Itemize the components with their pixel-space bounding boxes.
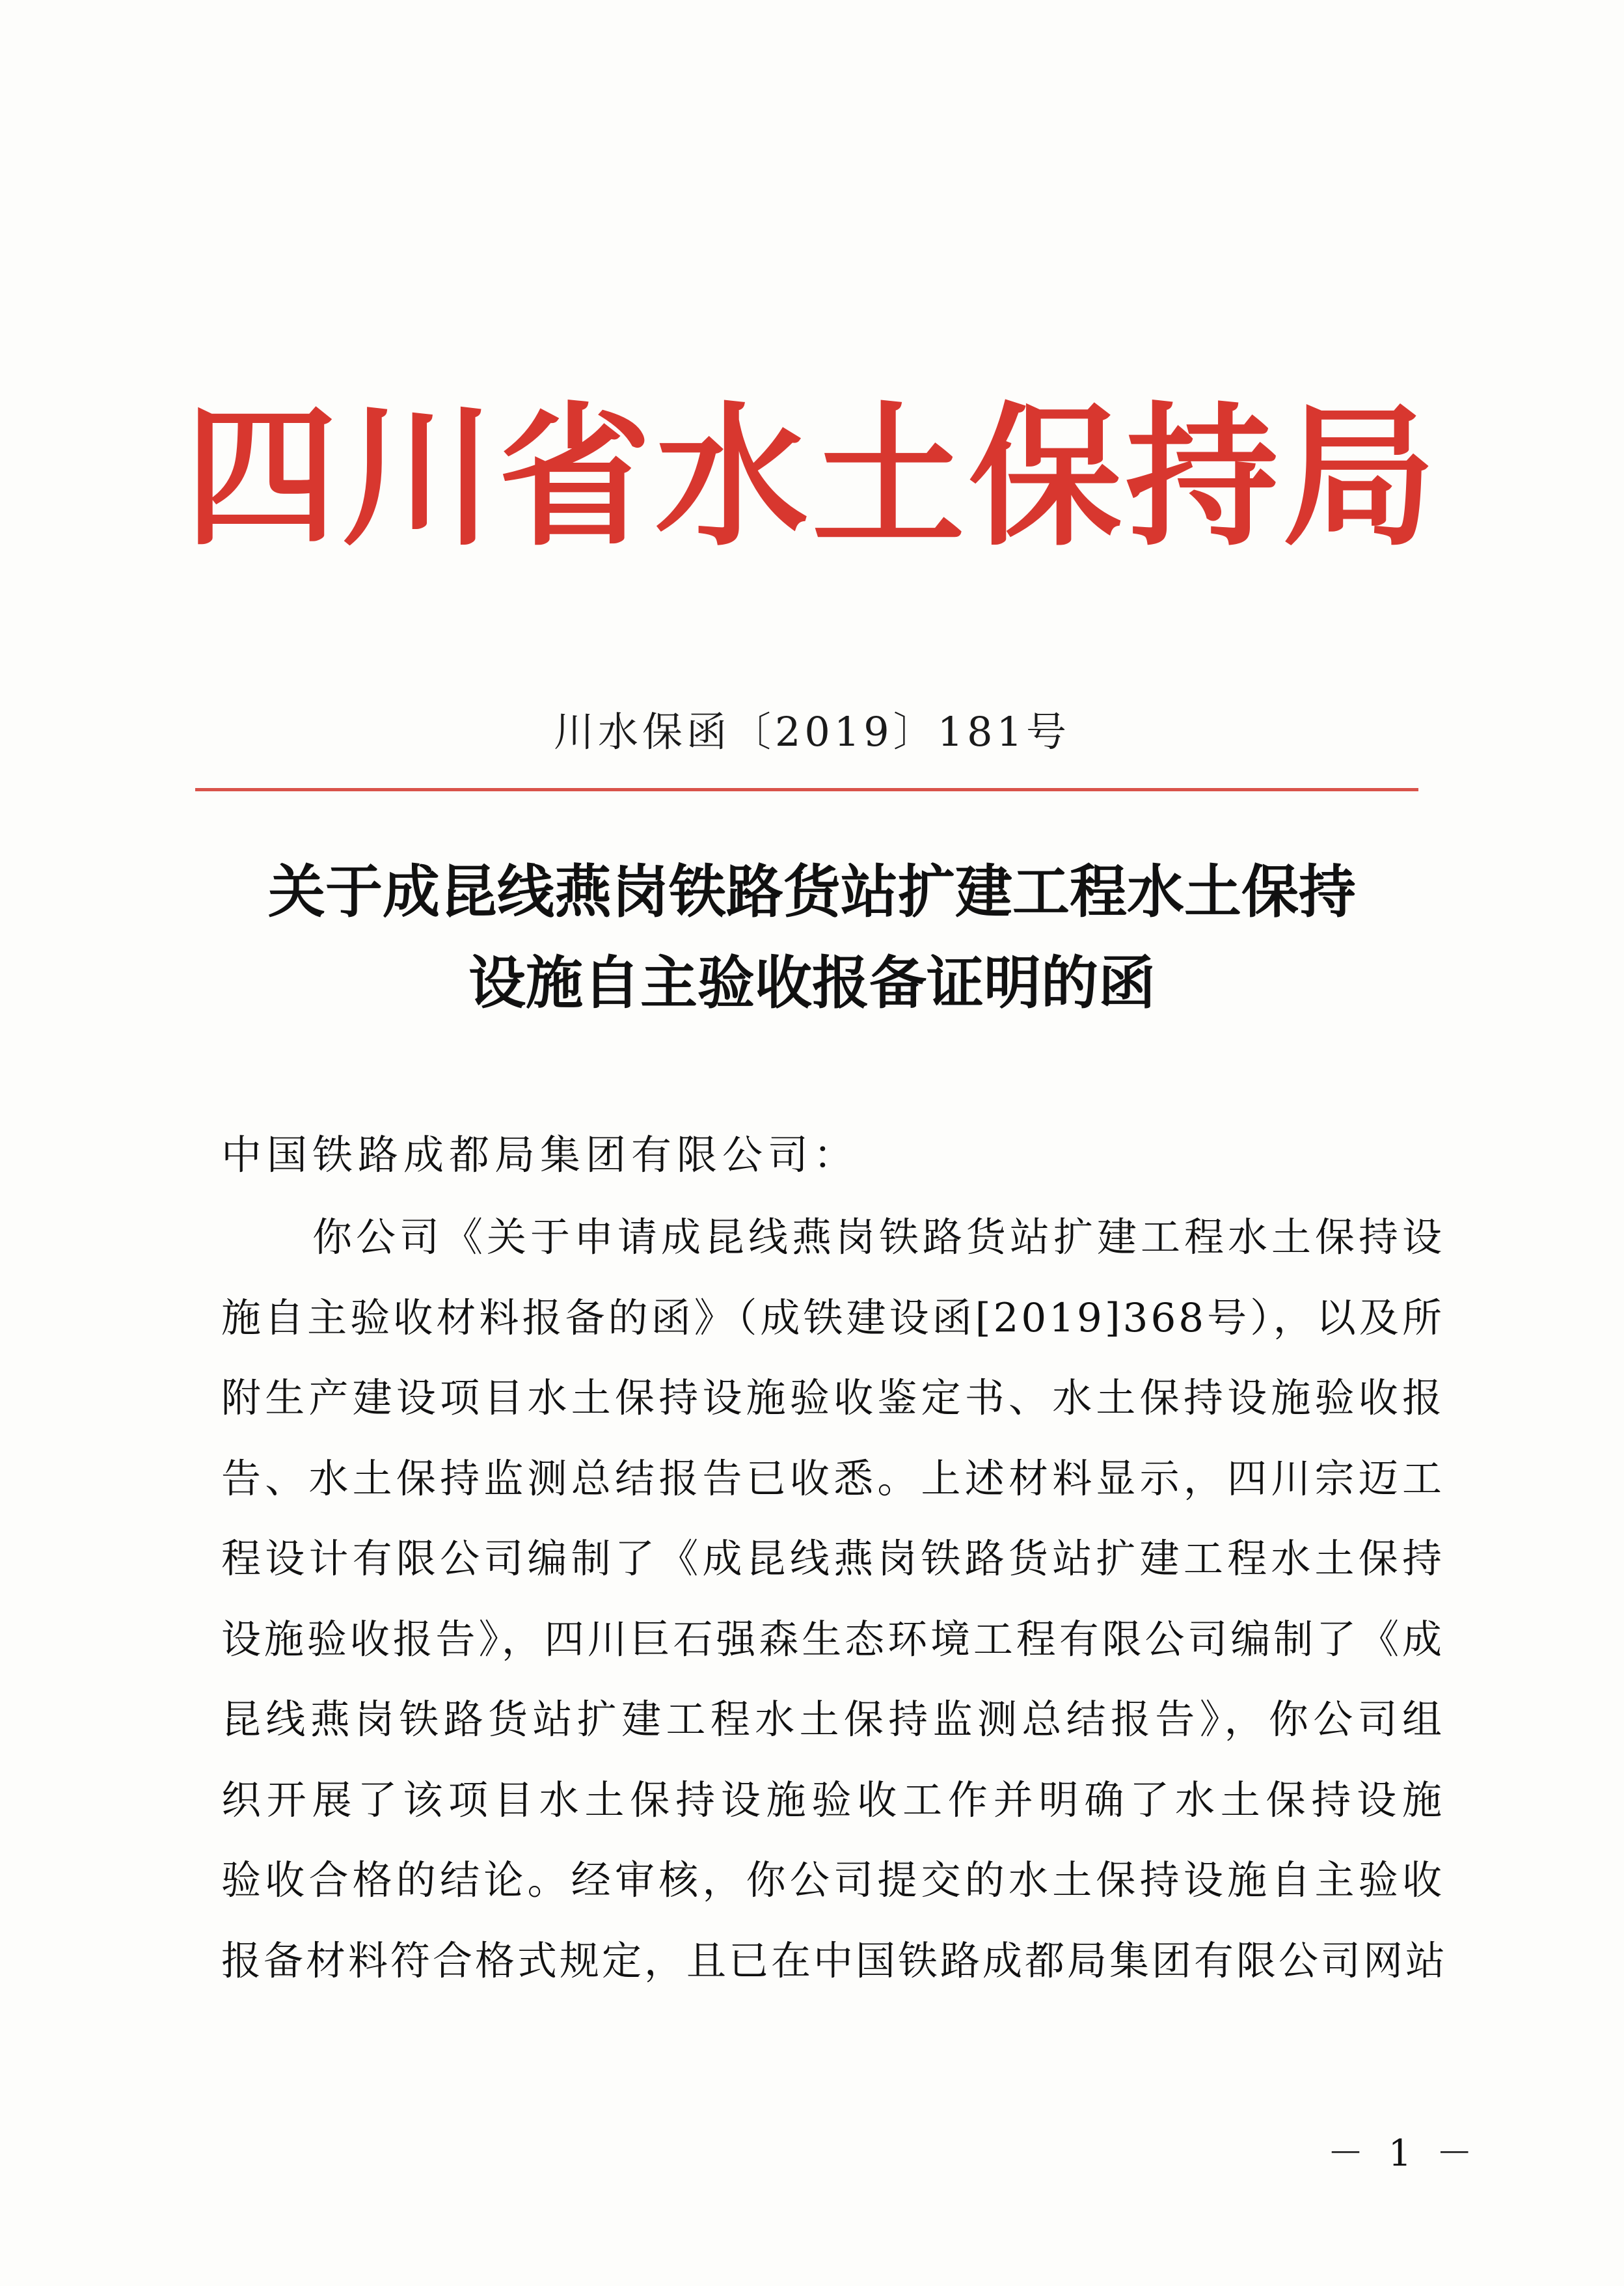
body-line: 昆线燕岗铁路货站扩建工程水土保持监测总结报告》，你公司组 (221, 1696, 1444, 1743)
addressee: 中国铁路成都局集团有限公司： (221, 1131, 859, 1178)
page-number: － 1 － (1327, 2132, 1480, 2175)
body-line: 附生产建设项目水土保持设施验收鉴定书、水土保持设施验收报 (221, 1375, 1444, 1421)
title-line-1: 关于成昆线燕岗铁路货站扩建工程水土保持 (267, 858, 1356, 925)
body-paragraph (221, 1197, 1448, 2001)
body-line: 报备材料符合格式规定，且已在中国铁路成都局集团有限公司网站 (221, 1937, 1448, 1984)
document-title (0, 846, 1624, 1028)
body-line: 验收合格的结论。经审核，你公司提交的水土保持设施自主验收 (221, 1857, 1444, 1903)
body-line: 你公司《关于申请成昆线燕岗铁路货站扩建工程水土保持设 (312, 1214, 1444, 1260)
document-number: 川水保函〔2019〕181号 (553, 708, 1071, 755)
body-line: 设施验收报告》，四川巨石强森生态环境工程有限公司编制了《成 (221, 1616, 1444, 1663)
title-line-2: 设施自主验收报备证明的函 (468, 949, 1156, 1016)
body-line: 程设计有限公司编制了《成昆线燕岗铁路货站扩建工程水土保持 (221, 1536, 1444, 1582)
issuing-authority-header: 四川省水土保持局 (185, 389, 1439, 567)
body-line: 织开展了该项目水土保持设施验收工作并明确了水土保持设施 (221, 1776, 1444, 1823)
body-line: 施自主验收材料报备的函》（成铁建设函[2019]368号），以及所 (221, 1294, 1444, 1341)
red-divider-line (195, 788, 1418, 791)
body-line: 告、水土保持监测总结报告已收悉。上述材料显示，四川宗迈工 (221, 1455, 1444, 1502)
